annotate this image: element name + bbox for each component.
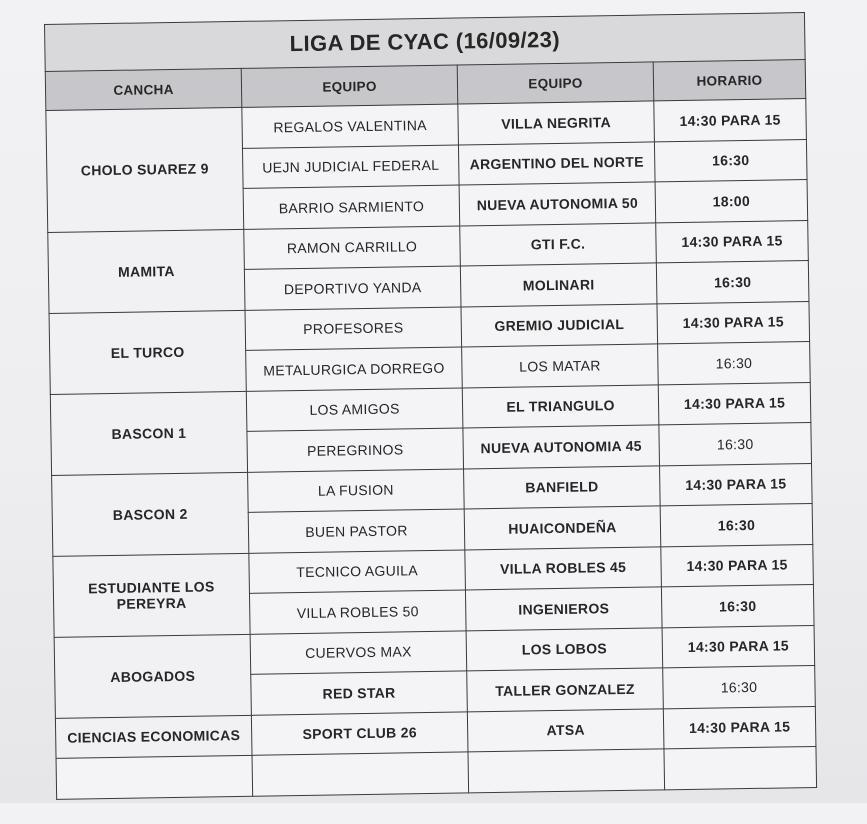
equipo-1-cell: UEJN JUDICIAL FEDERAL [242, 145, 459, 189]
equipo-1-cell: TECNICO AGUILA [249, 549, 466, 593]
equipo-1-cell: REGALOS VALENTINA [242, 104, 459, 148]
equipo-2-cell: NUEVA AUTONOMIA 45 [463, 425, 660, 469]
equipo-1-cell: LOS AMIGOS [246, 387, 463, 431]
cancha-cell: BASCON 2 [52, 472, 249, 556]
equipo-2-cell: ARGENTINO DEL NORTE [458, 141, 655, 185]
equipo-1-cell: DEPORTIVO YANDA [244, 266, 461, 310]
horario-cell: 16:30 [659, 423, 812, 466]
equipo-2-cell: ATSA [467, 708, 664, 752]
page-title: LIGA DE CYAC (16/09/23) [45, 13, 806, 72]
empty-cell [56, 755, 253, 799]
empty-cell [468, 749, 665, 793]
equipo-1-cell: SPORT CLUB 26 [251, 711, 468, 755]
equipo-2-cell: VILLA ROBLES 45 [465, 546, 662, 590]
equipo-2-cell: EL TRIANGULO [462, 384, 659, 428]
equipo-2-cell: LOS MATAR [462, 344, 659, 388]
header-equipo-1: EQUIPO [241, 65, 458, 107]
equipo-2-cell: NUEVA AUTONOMIA 50 [459, 182, 656, 226]
equipo-1-cell: BUEN PASTOR [248, 509, 465, 553]
horario-cell: 16:30 [654, 139, 807, 182]
cancha-cell: BASCON 1 [50, 391, 247, 475]
equipo-1-cell: BARRIO SARMIENTO [243, 185, 460, 229]
horario-cell: 14:30 PARA 15 [658, 382, 811, 425]
horario-cell: 16:30 [658, 342, 811, 385]
equipo-1-cell: PEREGRINOS [247, 428, 464, 472]
cancha-cell: CIENCIAS ECONOMICAS [55, 715, 252, 759]
header-cancha: CANCHA [45, 68, 242, 110]
horario-cell: 18:00 [655, 180, 808, 223]
horario-cell: 16:30 [656, 261, 809, 304]
equipo-2-cell: GTI F.C. [460, 222, 657, 266]
equipo-1-cell: RAMON CARRILLO [244, 225, 461, 269]
horario-cell: 14:30 PARA 15 [662, 625, 815, 668]
horario-cell: 16:30 [663, 665, 816, 708]
equipo-2-cell: LOS LOBOS [466, 627, 663, 671]
cancha-cell: ESTUDIANTE LOS PEREYRA [53, 553, 250, 637]
equipo-1-cell: RED STAR [251, 671, 468, 715]
horario-cell: 14:30 PARA 15 [660, 463, 813, 506]
schedule-sheet [44, 12, 838, 824]
equipo-1-cell: METALURGICA DORREGO [246, 347, 463, 391]
horario-cell: 14:30 PARA 15 [657, 301, 810, 344]
equipo-2-cell: HUAICONDEÑA [464, 506, 661, 550]
equipo-1-cell: PROFESORES [245, 306, 462, 350]
empty-cell [664, 746, 817, 789]
header-equipo-2: EQUIPO [457, 62, 654, 104]
equipo-1-cell: CUERVOS MAX [250, 630, 467, 674]
horario-cell: 14:30 PARA 15 [661, 544, 814, 587]
horario-cell: 14:30 PARA 15 [654, 99, 807, 142]
cancha-cell: EL TURCO [49, 310, 246, 394]
horario-cell: 14:30 PARA 15 [656, 220, 809, 263]
equipo-2-cell: VILLA NEGRITA [458, 101, 655, 145]
horario-cell: 14:30 PARA 15 [663, 706, 816, 749]
cancha-cell: MAMITA [48, 229, 245, 313]
equipo-2-cell: BANFIELD [464, 465, 661, 509]
cancha-cell: ABOGADOS [54, 634, 251, 718]
equipo-2-cell: MOLINARI [460, 263, 657, 307]
horario-cell: 16:30 [661, 584, 814, 627]
equipo-2-cell: TALLER GONZALEZ [467, 668, 664, 712]
equipo-2-cell: INGENIEROS [465, 587, 662, 631]
cancha-cell: CHOLO SUAREZ 9 [46, 107, 244, 232]
equipo-1-cell: LA FUSION [248, 468, 465, 512]
header-horario: HORARIO [653, 60, 806, 101]
equipo-1-cell: VILLA ROBLES 50 [249, 590, 466, 634]
horario-cell: 16:30 [660, 503, 813, 546]
schedule-table [44, 12, 817, 800]
equipo-2-cell: GREMIO JUDICIAL [461, 303, 658, 347]
empty-cell [252, 752, 469, 796]
